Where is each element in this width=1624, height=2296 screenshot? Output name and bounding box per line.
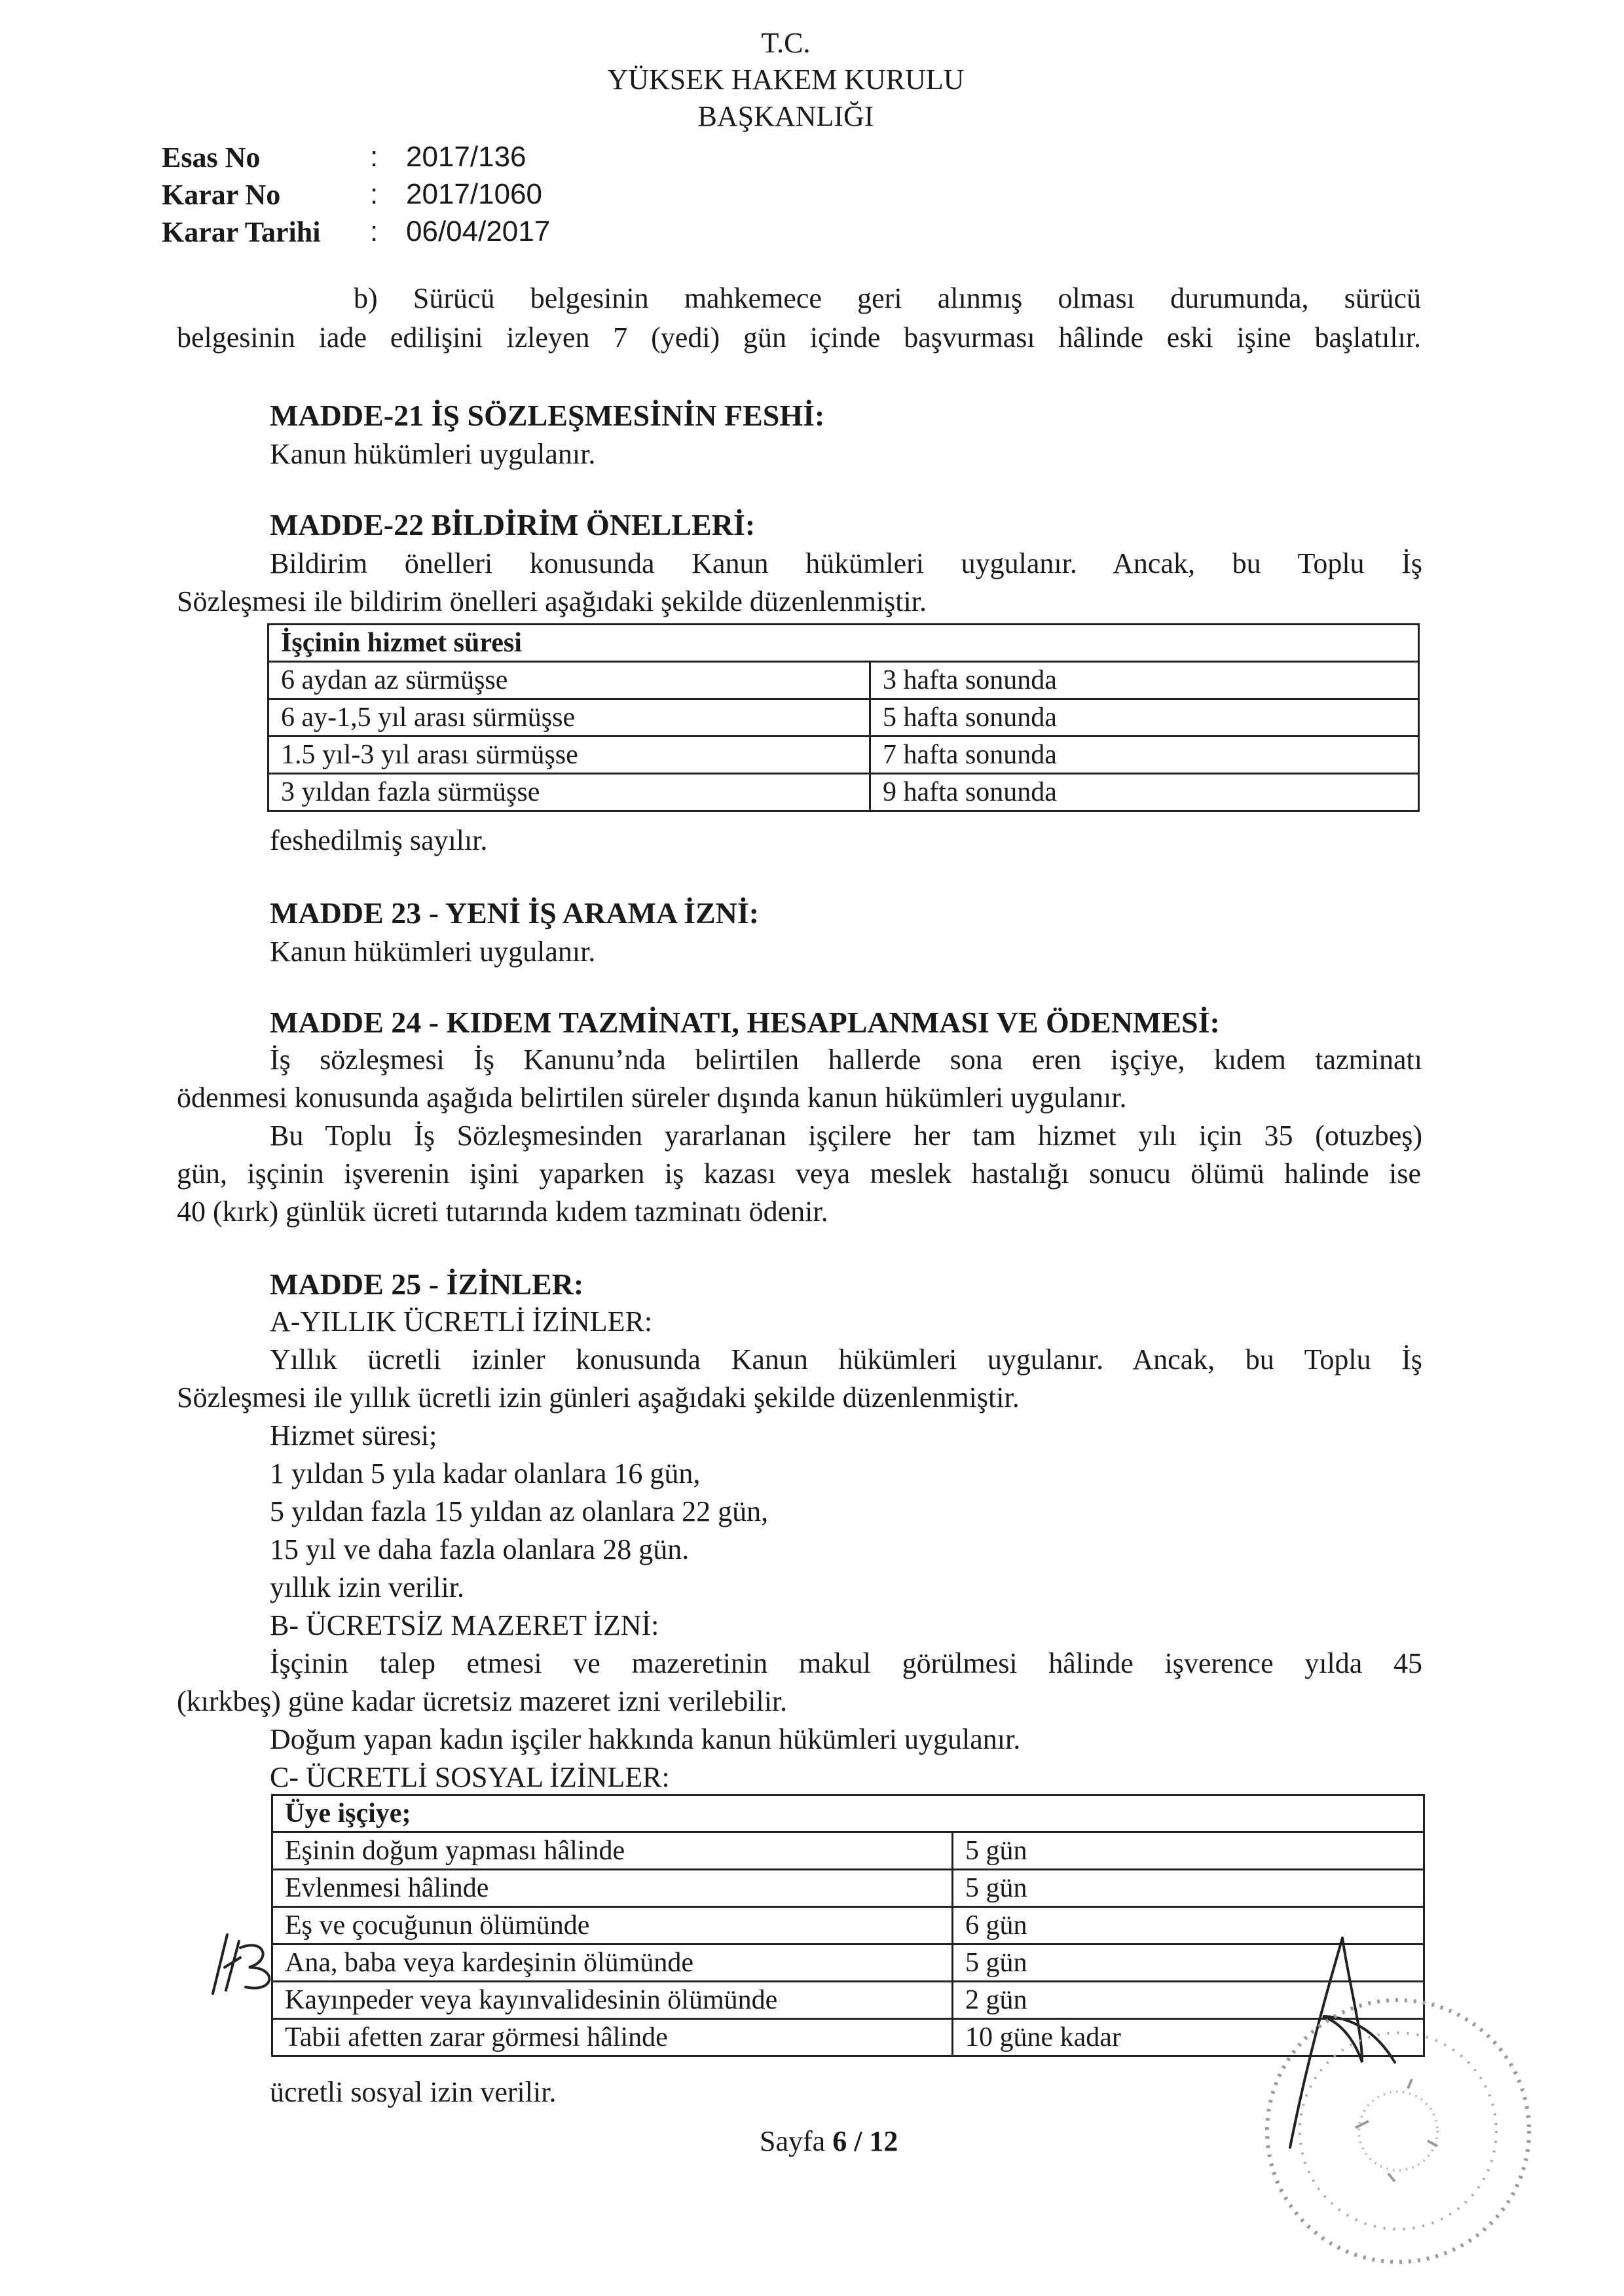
para-b-line1: b) Sürücü belgesinin mahkemece geri alınmış olması durumunda, sürücü [354, 282, 1421, 314]
madde-22-text-line2: Sözleşmesi ile bildirim önelleri aşağıdaki şekilde düzenlenmiştir. [177, 585, 927, 617]
social-days-cell: 5 gün [953, 1870, 1424, 1907]
notice-value-cell: 3 hafta sonunda [870, 662, 1419, 699]
madde-22-after-table: feshedilmiş sayılır. [270, 824, 488, 856]
table-row [272, 1832, 1424, 1870]
table-row [268, 662, 1419, 699]
meta-colon-tarih: : [370, 215, 378, 247]
madde-24-p2-line2: gün, işçinin işverenin işini yaparken iş kazası veya meslek hastalığı sonucu ölümü halinde ise [177, 1157, 1421, 1190]
notice-value-cell: 9 hafta sonunda [870, 774, 1419, 811]
madde-25-b-line1: İşçinin talep etmesi ve mazeretinin makul görülmesi hâlinde işverence yılda 45 [270, 1647, 1422, 1679]
page-number-value: 6 / 12 [832, 2125, 898, 2157]
madde-25-a-line5: 5 yıldan fazla 15 yıldan az olanlara 22 gün, [270, 1495, 769, 1527]
table-row [268, 774, 1419, 811]
handwritten-initials-signature [200, 1922, 285, 2000]
table-header-row [272, 1795, 1424, 1832]
meta-value-karar: 2017/1060 [406, 178, 542, 210]
meta-label-karar: Karar No [162, 179, 281, 211]
madde-25-a-title: A-YILLIK ÜCRETLİ İZİNLER: [270, 1305, 653, 1338]
header-presidency: BAŞKANLIĞI [697, 100, 874, 132]
madde-25-a-line6: 15 yıl ve daha fazla olanlara 28 gün. [270, 1533, 690, 1565]
notice-period-table [267, 623, 1420, 812]
madde-25-c-title: C- ÜCRETLİ SOSYAL İZİNLER: [270, 1761, 670, 1793]
social-event-cell: Tabii afetten zarar görmesi hâlinde [272, 2019, 953, 2056]
madde-24-p2-line1: Bu Toplu İş Sözleşmesinden yararlanan işçilere her tam hizmet yılı için 35 (otuzbeş) [270, 1120, 1422, 1152]
notice-value-cell: 5 hafta sonunda [870, 699, 1419, 737]
madde-24-p1-line2: ödenmesi konusunda aşağıda belirtilen süreler dışında kanun hükümleri uygulanır. [177, 1082, 1127, 1114]
madde-23-text: Kanun hükümleri uygulanır. [270, 936, 596, 968]
para-b-line2: belgesinin iade edilişini izleyen 7 (yedi) gün içinde başvurması hâlinde eski işine başlatılır. [177, 321, 1421, 354]
madde-22-title: MADDE-22 BİLDİRİM ÖNELLERİ: [270, 508, 756, 541]
meta-colon-esas: : [370, 141, 378, 173]
table-row [268, 699, 1419, 737]
madde-25-b-title: B- ÜCRETSİZ MAZERET İZNİ: [270, 1609, 659, 1641]
meta-colon-karar: : [370, 178, 378, 210]
notice-table-header: İşçinin hizmet süresi [268, 625, 1419, 662]
table-row [268, 737, 1419, 774]
social-event-cell: Evlenmesi hâlinde [272, 1870, 953, 1907]
madde-25-a-line2: Sözleşmesi ile yıllık ücretli izin günleri aşağıdaki şekilde düzenlenmiştir. [177, 1381, 1020, 1413]
header-institution: YÜKSEK HAKEM KURULU [607, 64, 965, 96]
social-days-cell: 5 gün [953, 1832, 1424, 1870]
madde-25-a-line7: yıllık izin verilir. [270, 1571, 464, 1603]
madde-25-title: MADDE 25 - İZİNLER: [270, 1267, 584, 1301]
madde-23-title: MADDE 23 - YENİ İŞ ARAMA İZNİ: [270, 896, 760, 930]
social-days-cell: 5 gün [953, 1944, 1424, 1982]
page-prefix: Sayfa [760, 2125, 833, 2157]
madde-25-b-line2: (kırkbeş) güne kadar ücretsiz mazeret izni verilebilir. [177, 1685, 788, 1717]
meta-value-esas: 2017/136 [406, 141, 526, 173]
official-stamp-seal [1244, 1977, 1552, 2285]
notice-period-cell: 6 aydan az sürmüşse [268, 662, 870, 699]
social-event-cell: Kayınpeder veya kayınvalidesinin ölümünde [272, 1982, 953, 2019]
social-event-cell: Eşinin doğum yapması hâlinde [272, 1832, 953, 1870]
madde-22-text-line1: Bildirim önelleri konusunda Kanun hükümleri uygulanır. Ancak, bu Toplu İş [270, 547, 1422, 579]
madde-24-title: MADDE 24 - KIDEM TAZMİNATI, HESAPLANMASI VE ÖDENMESİ: [270, 1006, 1220, 1039]
madde-21-title: MADDE-21 İŞ SÖZLEŞMESİNİN FESHİ: [270, 399, 825, 432]
social-days-cell: 10 güne kadar [953, 2019, 1424, 2056]
meta-label-tarih: Karar Tarihi [162, 216, 321, 248]
madde-25-b-line3: Doğum yapan kadın işçiler hakkında kanun hükümleri uygulanır. [270, 1723, 1021, 1755]
madde-21-text: Kanun hükümleri uygulanır. [270, 438, 596, 470]
social-event-cell: Ana, baba veya kardeşinin ölümünde [272, 1944, 953, 1982]
meta-label-esas: Esas No [162, 141, 261, 173]
meta-value-tarih: 06/04/2017 [406, 215, 551, 247]
madde-24-p1-line1: İş sözleşmesi İş Kanunu’nda belirtilen hallerde sona eren işçiye, kıdem tazminatı [270, 1044, 1422, 1076]
page-number [760, 2124, 898, 2158]
notice-period-cell: 1.5 yıl-3 yıl arası sürmüşse [268, 737, 870, 774]
notice-period-cell: 6 ay-1,5 yıl arası sürmüşse [268, 699, 870, 737]
notice-value-cell: 7 hafta sonunda [870, 737, 1419, 774]
notice-period-cell: 3 yıldan fazla sürmüşse [268, 774, 870, 811]
madde-25-a-line1: Yıllık ücretli izinler konusunda Kanun hükümleri uygulanır. Ancak, bu Toplu İş [270, 1343, 1422, 1376]
header-tc: T.C. [761, 27, 811, 59]
social-event-cell: Eş ve çocuğunun ölümünde [272, 1907, 953, 1944]
madde-25-a-line3: Hizmet süresi; [270, 1419, 437, 1451]
social-days-cell: 6 gün [953, 1907, 1424, 1944]
madde-25-c-after-table: ücretli sosyal izin verilir. [270, 2076, 557, 2108]
madde-24-p2-line3: 40 (kırk) günlük ücreti tutarında kıdem tazminatı ödenir. [177, 1195, 828, 1228]
table-header-row [268, 625, 1419, 662]
social-days-cell: 2 gün [953, 1982, 1424, 2019]
table-row [272, 1870, 1424, 1907]
madde-25-a-line4: 1 yıldan 5 yıla kadar olanlara 16 gün, [270, 1457, 701, 1489]
social-table-header: Üye işçiye; [272, 1795, 1424, 1832]
